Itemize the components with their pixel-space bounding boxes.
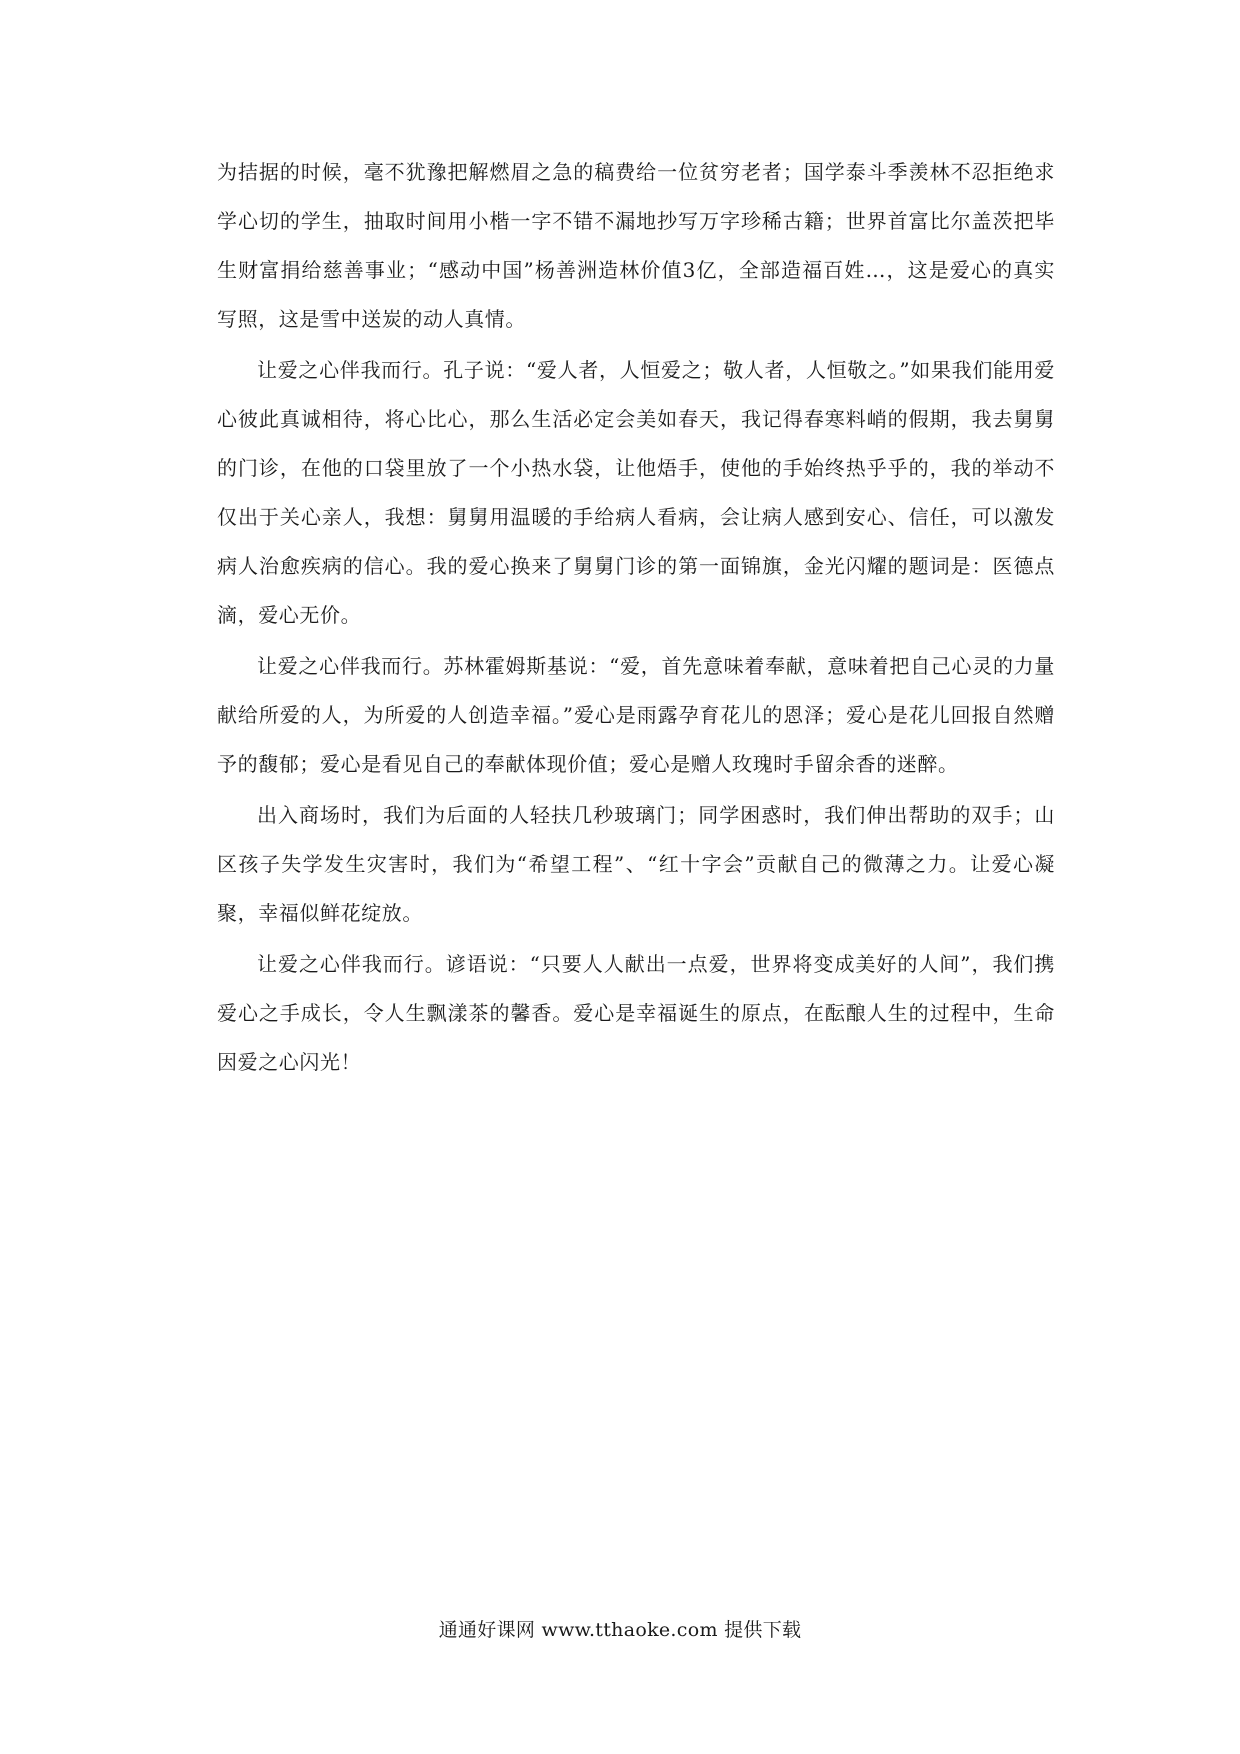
page-footer: 通通好课网 www.tthaoke.com 提供下载 (438, 1619, 802, 1641)
paragraph-4: 出入商场时，我们为后面的人轻扶几秒玻璃门；同学困惑时，我们伸出帮助的双手；山区孩子失学发生灾害时，我们为“希望工程”、“红十字会”贡献自己的微薄之力。让爱心凝聚，幸福似鲜花绽放。 (217, 803, 1055, 925)
paragraph-5: 让爱之心伴我而行。谚语说：“只要人人献出一点爱，世界将变成美好的人间”，我们携爱心之手成长，令人生飘漾茶的馨香。爱心是幸福诞生的原点，在酝酿人生的过程中，生命因爱之心闪光！ (217, 952, 1055, 1074)
paragraph-3: 让爱之心伴我而行。苏林霍姆斯基说：“爱，首先意味着奉献，意味着把自己心灵的力量献给所爱的人，为所爱的人创造幸福。”爱心是雨露孕育花儿的恩泽；爱心是花儿回报自然赠予的馥郁；爱心是看见自己的奉献体现价值；爱心是赠人玫瑰时手留余香的迷醉。 (217, 654, 1055, 776)
essay-body (217, 148, 1055, 1089)
paragraph-1: 为拮据的时候，毫不犹豫把解燃眉之急的稿费给一位贫穷老者；国学泰斗季羡林不忍拒绝求学心切的学生，抽取时间用小楷一字不错不漏地抄写万字珍稀古籍；世界首富比尔盖茨把毕生财富捐给慈善事业；“感动中国”杨善洲造林价值3亿，全部造福百姓…，这是爱心的真实写照，这是雪中送炭的动人真情。 (217, 160, 1055, 331)
paragraph-2: 让爱之心伴我而行。孔子说：“爱人者，人恒爱之；敬人者，人恒敬之。”如果我们能用爱心彼此真诚相待，将心比心，那么生活必定会美如春天，我记得春寒料峭的假期，我去舅舅的门诊，在他的口袋里放了一个小热水袋，让他焐手，使他的手始终热乎乎的，我的举动不仅出于关心亲人，我想：舅舅用温暖的手给病人看病，会让病人感到安心、信任，可以激发病人治愈疾病的信心。我的爱心换来了舅舅门诊的第一面锦旗，金光闪耀的题词是：医德点滴，爱心无价。 (217, 358, 1055, 627)
